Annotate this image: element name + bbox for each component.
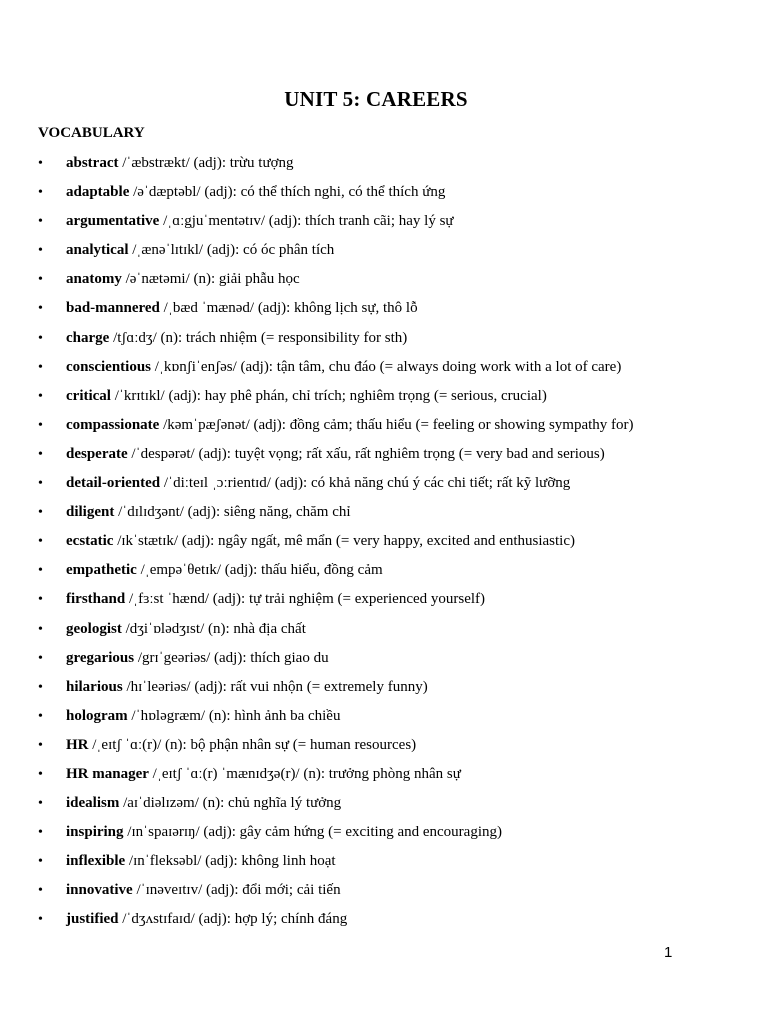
list-item — [0, 876, 634, 905]
bullet-icon: • — [38, 737, 43, 753]
list-item — [0, 207, 634, 236]
list-item — [0, 440, 634, 469]
list-item — [0, 702, 634, 731]
vocab-term: hilarious — [66, 678, 123, 695]
vocab-term: desperate — [66, 445, 128, 462]
vocab-definition: /əˈdæptəbl/ (adj): có thể thích nghi, có thể thích ứng — [129, 184, 446, 201]
bullet-icon: • — [38, 330, 43, 346]
vocab-definition: /ˈdɪlɪdʒənt/ (adj): siêng năng, chăm chỉ — [114, 504, 351, 521]
bullet-icon: • — [38, 534, 43, 550]
vocab-definition: /ˈdʒʌstɪfaɪd/ (adj): hợp lý; chính đáng — [118, 911, 348, 928]
list-item — [0, 469, 634, 498]
vocab-definition: /ˈæbstrækt/ (adj): trừu tượng — [118, 155, 294, 171]
list-item — [0, 527, 634, 556]
vocab-definition: /dʒiˈɒlədʒɪst/ (n): nhà địa chất — [121, 620, 306, 637]
vocab-definition: /ɪnˈspaɪərɪŋ/ (adj): gây cảm hứng (= exciting and encouraging) — [123, 824, 502, 841]
list-item — [0, 382, 634, 411]
vocab-term: justified — [66, 911, 119, 928]
vocab-term: firsthand — [66, 591, 126, 608]
vocab-term: idealism — [66, 795, 120, 812]
list-item — [0, 731, 634, 760]
vocab-definition: /hɪˈleəriəs/ (adj): rất vui nhộn (= extremely funny) — [122, 678, 428, 695]
vocab-term: gregarious — [66, 649, 135, 666]
list-item — [0, 673, 634, 702]
bullet-icon: • — [38, 505, 43, 521]
bullet-icon: • — [38, 243, 43, 259]
bullet-icon: • — [38, 796, 43, 812]
list-item — [0, 905, 634, 934]
vocab-term: ecstatic — [66, 533, 114, 550]
vocab-definition: /kəmˈpæʃənət/ (adj): đồng cảm; thấu hiểu (= feeling or showing sympathy for) — [159, 416, 634, 433]
vocab-term: geologist — [66, 620, 122, 637]
list-item — [0, 236, 634, 265]
bullet-icon: • — [38, 214, 43, 230]
vocab-term: inflexible — [66, 853, 126, 870]
bullet-icon: • — [38, 679, 43, 695]
vocab-term: anatomy — [66, 271, 122, 288]
vocab-term: empathetic — [66, 562, 137, 579]
list-item — [0, 585, 634, 614]
vocab-term: adaptable — [66, 184, 130, 201]
vocab-definition: /əˈnætəmi/ (n): giải phẫu học — [121, 271, 300, 288]
vocab-definition: /ˌeɪtʃ ˈɑː(r)/ (n): bộ phận nhân sự (= human resources) — [88, 736, 417, 753]
list-item — [0, 789, 634, 818]
bullet-icon: • — [38, 563, 43, 579]
vocab-definition: /ˈdespərət/ (adj): tuyệt vọng; rất xấu, rất nghiêm trọng (= very bad and serious) — [127, 445, 605, 462]
bullet-icon: • — [38, 766, 43, 782]
page-title: UNIT 5: CAREERS — [284, 87, 468, 111]
list-item — [0, 294, 634, 323]
vocab-definition: /ˈɪnəveɪtɪv/ (adj): đổi mới; cải tiến — [132, 882, 341, 899]
bullet-icon: • — [38, 708, 43, 724]
vocab-definition: /tʃɑːdʒ/ (n): trách nhiệm (= responsibility for sth) — [109, 329, 408, 346]
bullet-icon: • — [38, 825, 43, 841]
vocab-definition: /ˌfɜːst ˈhænd/ (adj): tự trải nghiệm (= experienced yourself) — [125, 591, 486, 608]
vocabulary-list — [0, 149, 634, 935]
bullet-icon: • — [38, 359, 43, 375]
vocab-definition: /grɪˈgeəriəs/ (adj): thích giao du — [134, 649, 329, 666]
vocab-definition: /ˈdiːteɪl ˌɔːrientɪd/ (adj): có khả năng chú ý các chi tiết; rất kỹ lưỡng — [160, 475, 571, 492]
vocab-term: charge — [66, 329, 110, 346]
vocab-definition: /ˌænəˈlɪtɪkl/ (adj): có óc phân tích — [128, 242, 335, 259]
vocab-term: inspiring — [66, 824, 124, 841]
bullet-icon: • — [38, 417, 43, 433]
bullet-icon: • — [38, 301, 43, 317]
vocab-term: compassionate — [66, 416, 160, 433]
vocab-term: conscientious — [66, 358, 152, 375]
vocab-definition: /ˌbæd ˈmænəd/ (adj): không lịch sự, thô lỗ — [159, 300, 418, 317]
vocab-term: argumentative — [66, 213, 160, 230]
bullet-icon: • — [38, 272, 43, 288]
bullet-icon: • — [38, 476, 43, 492]
vocab-definition: /ˌeɪtʃ ˈɑː(r) ˈmænɪdʒə(r)/ (n): trưởng phòng nhân sự — [148, 765, 461, 782]
vocab-definition: /ˌempəˈθetɪk/ (adj): thấu hiểu, đồng cảm — [136, 562, 383, 579]
vocab-definition: /ˌkɒnʃiˈenʃəs/ (adj): tận tâm, chu đáo (= always doing work with a lot of care) — [151, 358, 622, 375]
list-item — [0, 760, 634, 789]
list-item — [0, 149, 634, 178]
vocab-definition: /ˈhɒləgræm/ (n): hình ảnh ba chiều — [127, 707, 341, 724]
bullet-icon: • — [38, 912, 43, 928]
vocab-term: hologram — [66, 707, 128, 724]
list-item — [0, 818, 634, 847]
vocab-term: HR manager — [66, 765, 149, 782]
list-item — [0, 353, 634, 382]
bullet-icon: • — [38, 854, 43, 870]
vocab-term: HR — [66, 736, 89, 753]
list-item — [0, 615, 634, 644]
list-item — [0, 178, 634, 207]
list-item — [0, 847, 634, 876]
bullet-icon: • — [38, 446, 43, 462]
bullet-icon: • — [38, 883, 43, 899]
vocab-definition: /ɪnˈfleksəbl/ (adj): không linh hoạt — [125, 853, 336, 870]
section-heading: VOCABULARY — [38, 125, 145, 141]
vocab-definition: /ˌɑːgjuˈmentətɪv/ (adj): thích tranh cãi; hay lý sự — [159, 213, 454, 230]
bullet-icon: • — [38, 156, 43, 171]
list-item — [0, 265, 634, 294]
vocab-definition: /ɪkˈstætɪk/ (adj): ngây ngất, mê mẩn (= very happy, excited and enthusiastic) — [113, 533, 575, 550]
vocab-term: diligent — [66, 504, 115, 521]
bullet-icon: • — [38, 650, 43, 666]
list-item — [0, 498, 634, 527]
bullet-icon: • — [38, 621, 43, 637]
vocab-term: bad-mannered — [66, 300, 160, 317]
list-item — [0, 324, 634, 353]
bullet-icon: • — [38, 185, 43, 201]
bullet-icon: • — [38, 592, 43, 608]
bullet-icon: • — [38, 388, 43, 404]
vocab-term: innovative — [66, 882, 133, 899]
list-item — [0, 556, 634, 585]
vocab-term: analytical — [66, 242, 129, 259]
vocab-term: critical — [66, 387, 111, 404]
vocab-definition: /aɪˈdiəlɪzəm/ (n): chủ nghĩa lý tưởng — [119, 795, 342, 812]
vocab-term: abstract — [66, 155, 119, 171]
vocab-definition: /ˈkrɪtɪkl/ (adj): hay phê phán, chỉ trích; nghiêm trọng (= serious, crucial) — [110, 387, 547, 404]
page-number: 1 — [664, 944, 673, 961]
vocab-term: detail-oriented — [66, 475, 161, 492]
list-item — [0, 411, 634, 440]
list-item — [0, 644, 634, 673]
